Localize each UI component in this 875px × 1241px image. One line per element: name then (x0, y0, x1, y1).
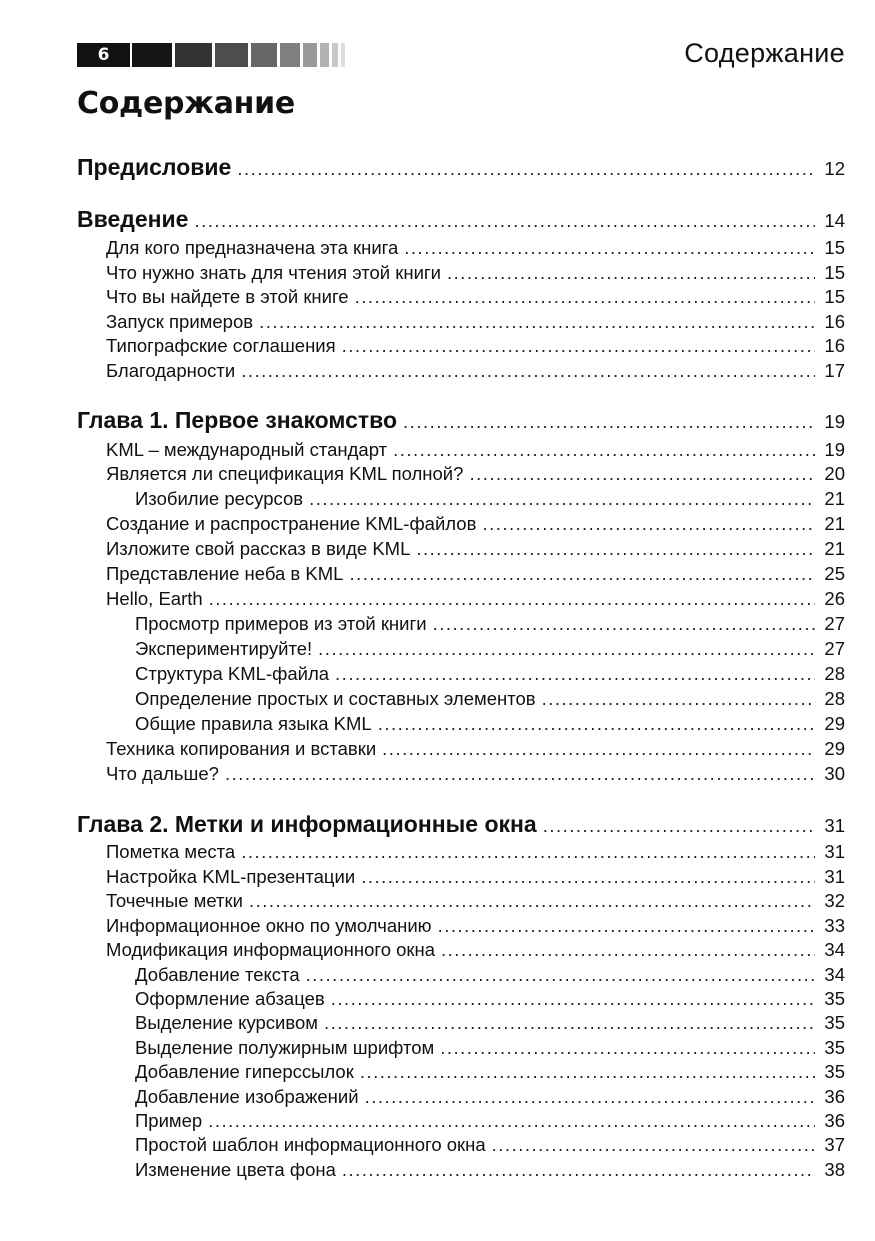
toc-section-entry[interactable] (77, 890, 845, 912)
toc-dot-leader (208, 1110, 815, 1132)
toc-dot-leader (416, 538, 815, 560)
toc-entry-title: Изложите свой рассказ в виде KML (106, 538, 411, 559)
toc-chapter-entry[interactable] (77, 407, 845, 434)
toc-dot-leader (349, 563, 815, 585)
toc-page-number: 35 (824, 1012, 845, 1033)
toc-entry-title: Введение (77, 206, 189, 232)
toc-page-number: 15 (824, 286, 845, 307)
toc-section-entry[interactable] (77, 1110, 845, 1132)
toc-dot-leader (382, 738, 815, 760)
toc-section-entry[interactable] (77, 613, 845, 635)
toc-section-entry[interactable] (77, 763, 845, 785)
toc-page-number: 27 (824, 613, 845, 634)
toc-section-entry[interactable] (77, 1037, 845, 1059)
toc-entry-title: Определение простых и составных элементов (135, 688, 536, 709)
toc-entry-title: Добавление гиперссылок (135, 1061, 354, 1082)
toc-section-entry[interactable] (77, 738, 845, 760)
toc-section-entry[interactable] (77, 538, 845, 560)
toc-entry-title: Что вы найдете в этой книге (106, 286, 349, 307)
toc-page-number: 38 (824, 1159, 845, 1180)
toc-dot-leader (440, 1037, 815, 1059)
toc-dot-leader (543, 815, 815, 837)
toc-section-entry[interactable] (77, 1134, 845, 1156)
toc-entry-title: KML – международный стандарт (106, 439, 388, 460)
toc-page-number: 35 (824, 1061, 845, 1082)
toc-section-entry[interactable] (77, 311, 845, 333)
toc-page-number: 20 (824, 463, 845, 484)
page-title: Содержание (77, 86, 295, 121)
toc-dot-leader (438, 915, 815, 937)
toc-section-entry[interactable] (77, 841, 845, 863)
toc-dot-leader (324, 1012, 815, 1034)
toc-entry-title: Создание и распространение KML-файлов (106, 513, 477, 534)
toc-page-number: 35 (824, 1037, 845, 1058)
toc-section-entry[interactable] (77, 866, 845, 888)
toc-page-number: 30 (824, 763, 845, 784)
toc-page-number: 32 (824, 890, 845, 911)
toc-dot-leader (259, 311, 815, 333)
toc-dot-leader (482, 513, 815, 535)
toc-entry-title: Общие правила языка KML (135, 713, 372, 734)
toc-entry-title: Выделение полужирным шрифтом (135, 1037, 435, 1058)
toc-page-number: 21 (824, 513, 845, 534)
toc-section-entry[interactable] (77, 964, 845, 986)
toc-page-number: 17 (824, 360, 845, 381)
toc-page-number: 28 (824, 688, 845, 709)
toc-dot-leader (447, 262, 815, 284)
toc-page-number: 34 (824, 939, 845, 960)
toc-dot-leader (492, 1134, 815, 1156)
toc-section-entry[interactable] (77, 713, 845, 735)
toc-page-number: 21 (824, 538, 845, 559)
toc-dot-leader (241, 360, 815, 382)
toc-dot-leader (342, 335, 815, 357)
toc-dot-leader (249, 890, 815, 912)
toc-entry-title: Глава 1. Первое знакомство (77, 407, 398, 433)
toc-page-number: 33 (824, 915, 845, 936)
toc-section-entry[interactable] (77, 488, 845, 510)
toc-section-entry[interactable] (77, 638, 845, 660)
toc-dot-leader (433, 613, 815, 635)
toc-entry-title: Добавление изображений (135, 1086, 359, 1107)
toc-section-entry[interactable] (77, 915, 845, 937)
toc-section-entry[interactable] (77, 663, 845, 685)
toc-entry-title: Модификация информационного окна (106, 939, 436, 960)
toc-entry-title: Выделение курсивом (135, 1012, 319, 1033)
page-header (77, 40, 845, 70)
toc-chapter-entry[interactable] (77, 206, 845, 233)
toc-dot-leader (378, 713, 815, 735)
toc-page-number: 36 (824, 1086, 845, 1107)
toc-dot-leader (361, 866, 815, 888)
toc-page-number: 34 (824, 964, 845, 985)
toc-dot-leader (360, 1061, 815, 1083)
toc-entry-title: Изобилие ресурсов (135, 488, 304, 509)
toc-dot-leader (542, 688, 815, 710)
toc-page-number: 26 (824, 588, 845, 609)
running-title: Содержание (684, 38, 845, 68)
toc-entry-title: Что дальше? (106, 763, 219, 784)
toc-dot-leader (469, 463, 815, 485)
toc-section-entry[interactable] (77, 513, 845, 535)
toc-entry-title: Для кого предназначена эта книга (106, 237, 399, 258)
toc-page-number: 19 (824, 439, 845, 460)
toc-dot-leader (241, 841, 815, 863)
toc-section-entry[interactable] (77, 237, 845, 259)
toc-dot-leader (194, 210, 815, 232)
toc-page-number: 29 (824, 713, 845, 734)
toc-page-number: 27 (824, 638, 845, 659)
toc-page-number: 25 (824, 563, 845, 584)
toc-entry-title: Простой шаблон информационного окна (135, 1134, 486, 1155)
toc-page-number: 37 (824, 1134, 845, 1155)
toc-dot-leader (342, 1159, 815, 1181)
toc-dot-leader (355, 286, 815, 308)
toc-entry-title: Hello, Earth (106, 588, 203, 609)
toc-page-number: 12 (824, 158, 845, 179)
toc-section-entry[interactable] (77, 335, 845, 357)
toc-entry-title: Просмотр примеров из этой книги (135, 613, 427, 634)
toc-section-entry[interactable] (77, 688, 845, 710)
toc-dot-leader (306, 964, 815, 986)
toc-dot-leader (393, 439, 815, 461)
toc-section-entry[interactable] (77, 1086, 845, 1108)
toc-section-entry[interactable] (77, 360, 845, 382)
toc-section-entry[interactable] (77, 1061, 845, 1083)
toc-dot-leader (331, 988, 815, 1010)
toc-dot-leader (404, 237, 815, 259)
toc-page-number: 36 (824, 1110, 845, 1131)
toc-section-entry[interactable] (77, 463, 845, 485)
toc-dot-leader (309, 488, 815, 510)
toc-entry-title: Добавление текста (135, 964, 300, 985)
toc-section-entry[interactable] (77, 262, 845, 284)
toc-dot-leader (335, 663, 815, 685)
toc-entry-title: Экспериментируйте! (135, 638, 313, 659)
toc-section-entry[interactable] (77, 588, 845, 610)
toc-page-number: 31 (824, 866, 845, 887)
toc-dot-leader (403, 411, 815, 433)
toc-entry-title: Изменение цвета фона (135, 1159, 336, 1180)
toc-section-entry[interactable] (77, 939, 845, 961)
toc-section-entry[interactable] (77, 439, 845, 461)
toc-entry-title: Представление неба в KML (106, 563, 344, 584)
toc-entry-title: Запуск примеров (106, 311, 254, 332)
toc-page-number: 35 (824, 988, 845, 1009)
toc-page-number: 31 (824, 815, 845, 836)
toc-page-number: 16 (824, 335, 845, 356)
toc-dot-leader (209, 588, 815, 610)
toc-dot-leader (237, 158, 815, 180)
toc-entry-title: Глава 2. Метки и информационные окна (77, 811, 537, 837)
toc-section-entry[interactable] (77, 286, 845, 308)
header-gradient-bars (132, 43, 345, 67)
toc-entry-title: Оформление абзацев (135, 988, 325, 1009)
toc-section-entry[interactable] (77, 1012, 845, 1034)
toc-chapter-entry[interactable] (77, 811, 845, 838)
toc-page-number: 15 (824, 262, 845, 283)
toc-chapter-entry[interactable] (77, 154, 845, 181)
toc-entry-title: Информационное окно по умолчанию (106, 915, 432, 936)
toc-page-number: 16 (824, 311, 845, 332)
toc-page-number: 14 (824, 210, 845, 231)
toc-entry-title: Пометка места (106, 841, 236, 862)
page-number: 6 (77, 43, 130, 67)
toc-section-entry[interactable] (77, 1159, 845, 1181)
toc-page-number: 21 (824, 488, 845, 509)
toc-entry-title: Техника копирования и вставки (106, 738, 377, 759)
toc-dot-leader (365, 1086, 815, 1108)
toc-entry-title: Настройка KML-презентации (106, 866, 356, 887)
toc-entry-title: Является ли спецификация KML полной? (106, 463, 464, 484)
toc-page-number: 31 (824, 841, 845, 862)
toc-page-number: 28 (824, 663, 845, 684)
toc-entry-title: Благодарности (106, 360, 236, 381)
toc-dot-leader (318, 638, 815, 660)
toc-dot-leader (441, 939, 815, 961)
toc-section-entry[interactable] (77, 563, 845, 585)
toc-page-number: 19 (824, 411, 845, 432)
toc-section-entry[interactable] (77, 988, 845, 1010)
toc-entry-title: Точечные метки (106, 890, 243, 911)
toc-entry-title: Что нужно знать для чтения этой книги (106, 262, 441, 283)
toc-page-number: 15 (824, 237, 845, 258)
toc-entry-title: Типографские соглашения (106, 335, 336, 356)
toc-dot-leader (225, 763, 815, 785)
toc-entry-title: Структура KML-файла (135, 663, 330, 684)
toc-entry-title: Предисловие (77, 154, 232, 180)
toc-entry-title: Пример (135, 1110, 203, 1131)
toc-page-number: 29 (824, 738, 845, 759)
